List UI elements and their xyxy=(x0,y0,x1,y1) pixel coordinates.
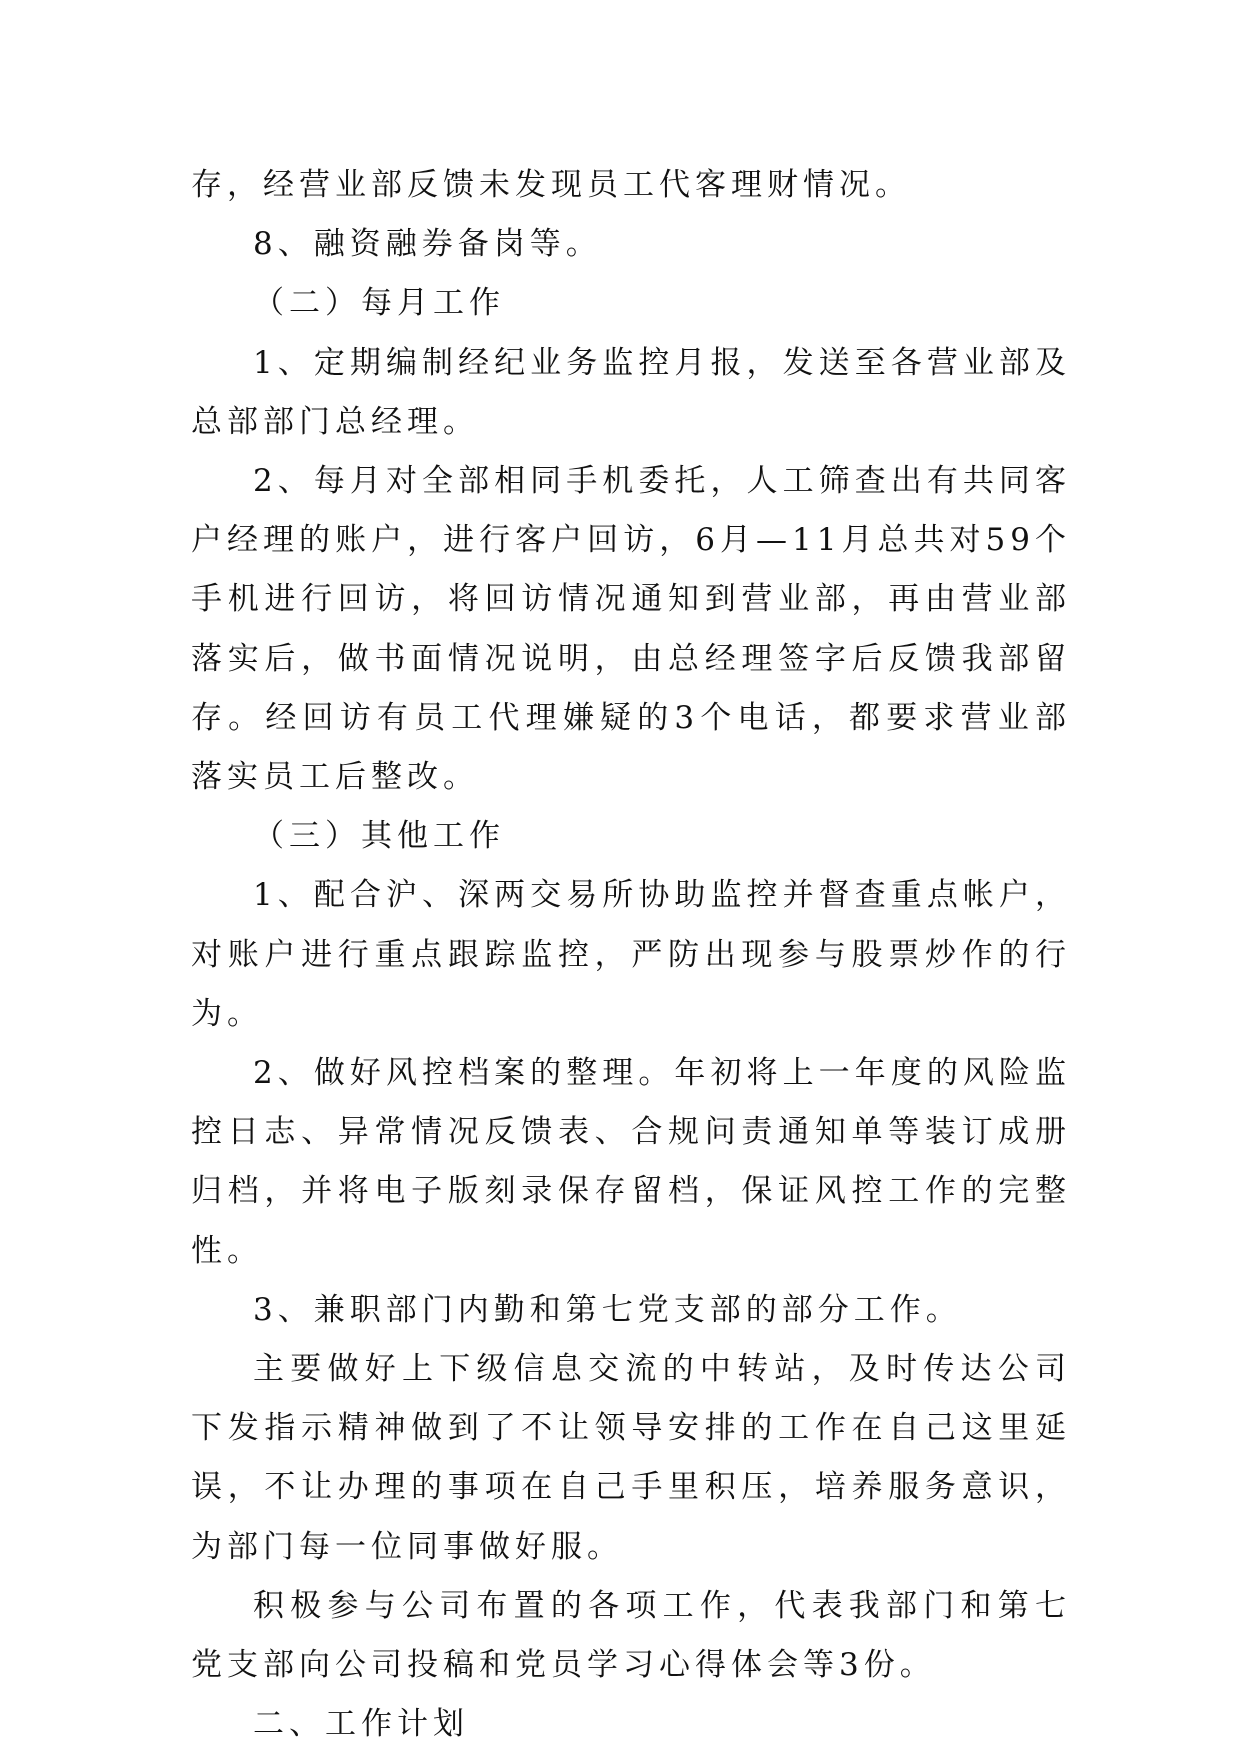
paragraph-monthly-item-1: 1、定期编制经纪业务监控月报，发送至各营业部及总部部门总经理。 xyxy=(191,344,1071,440)
section-heading-other-work: （三）其他工作 xyxy=(253,818,505,855)
paragraph-monthly-item-2: 2、每月对全部相同手机委托，人工筛查出有共同客户经理的账户，进行客户回访，6月—11月总共对59个手机进行回访，将回访情况通知到营业部，再由营业部落实后，做书面情况说明，由总经理签字后反馈我部留存。经回访有员工代理嫌疑的3个电话，都要求营业部落实员工后整改。 xyxy=(191,463,1071,796)
paragraph-participation: 积极参与公司布置的各项工作，代表我部门和第七党支部向公司投稿和党员学习心得体会等3份。 xyxy=(191,1587,1071,1684)
paragraph-other-item-3: 3、兼职部门内勤和第七党支部的部分工作。 xyxy=(253,1291,962,1328)
section-heading-monthly-work: （二）每月工作 xyxy=(253,285,505,322)
paragraph-relay-station: 主要做好上下级信息交流的中转站，及时传达公司下发指示精神做到了不让领导安排的工作在自己这里延误，不让办理的事项在自己手里积压，培养服务意识，为部门每一位同事做好服。 xyxy=(191,1351,1071,1565)
paragraph-other-item-1: 1、配合沪、深两交易所协助监控并督查重点帐户，对账户进行重点跟踪监控，严防出现参与股票炒作的行为。 xyxy=(191,877,1071,1032)
paragraph-item-8: 8、融资融券备岗等。 xyxy=(253,226,602,263)
paragraph-continuation: 存，经营业部反馈未发现员工代客理财情况。 xyxy=(191,167,911,203)
paragraph-other-item-2: 2、做好风控档案的整理。年初将上一年度的风险监控日志、异常情况反馈表、合规问责通知单等装订成册归档，并将电子版刻录保存留档，保证风控工作的完整性。 xyxy=(191,1055,1071,1269)
document-body xyxy=(191,156,1071,1754)
section-heading-work-plan: 二、工作计划 xyxy=(253,1706,469,1743)
